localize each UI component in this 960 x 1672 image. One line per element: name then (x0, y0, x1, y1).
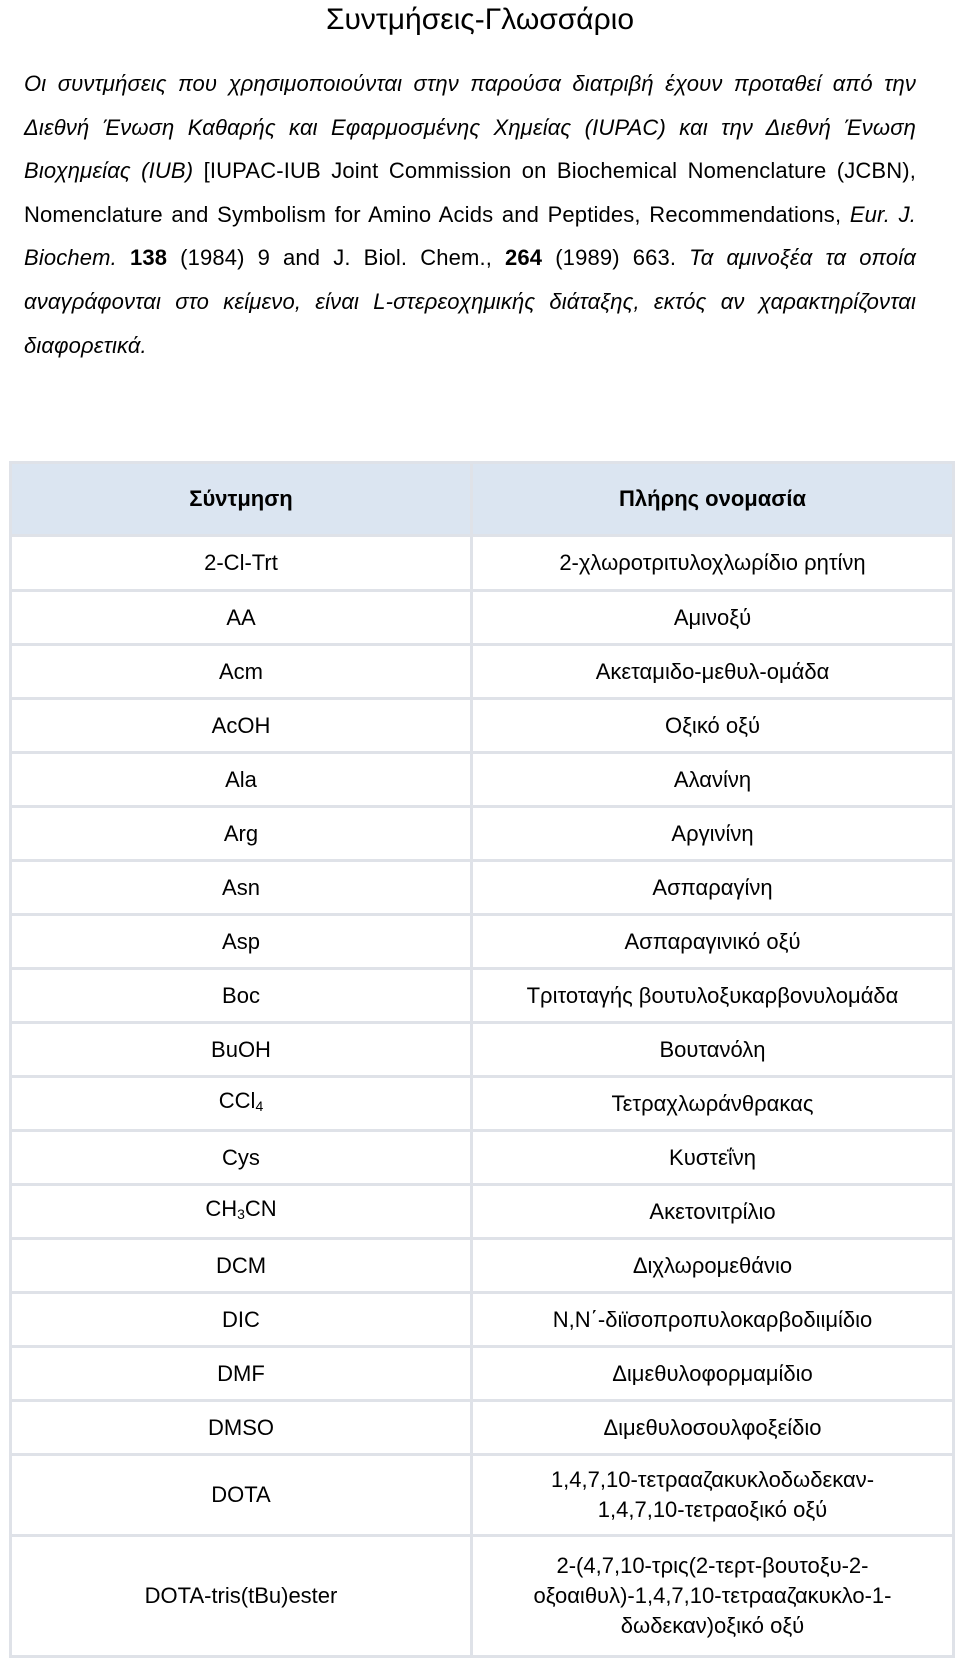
name-line: 2-(4,7,10-τρις(2-τερτ-βουτοξυ-2- (556, 1553, 869, 1578)
abbr-text: CCl (218, 1088, 256, 1113)
table-row (11, 1536, 954, 1657)
abbr-cell: AA (11, 591, 472, 645)
abbr-cell: Boc (11, 969, 472, 1023)
name-cell: Τετραχλωράνθρακας (472, 1077, 954, 1131)
table-row (11, 1401, 954, 1455)
abbr-cell (11, 1185, 472, 1239)
table-row (11, 591, 954, 645)
name-cell: Ακεταμιδο-μεθυλ-ομάδα (472, 645, 954, 699)
table-row (11, 1455, 954, 1536)
name-cell: Τριτοταγής βουτυλοξυκαρβονυλομάδα (472, 969, 954, 1023)
name-cell: Αλανίνη (472, 753, 954, 807)
abbr-cell: Asn (11, 861, 472, 915)
name-line: οξοαιθυλ)-1,4,7,10-τετρααζακυκλο-1- (533, 1583, 892, 1608)
glossary-table (9, 461, 955, 1658)
name-cell: Αργινίνη (472, 807, 954, 861)
name-cell: Διμεθυλοσουλφοξείδιο (472, 1401, 954, 1455)
page-title: Συντμήσεις-Γλωσσάριο (325, 3, 635, 36)
abbr-text: CH (205, 1196, 238, 1221)
table-row (11, 1131, 954, 1185)
name-cell: Διμεθυλοφορμαμίδιο (472, 1347, 954, 1401)
name-cell: Ασπαραγίνη (472, 861, 954, 915)
name-cell: N,N΄-διϊσοπροπυλοκαρβοδιιμίδιο (472, 1293, 954, 1347)
citation-end: (1989) 663. (542, 245, 690, 271)
abbr-cell: Cys (11, 1131, 472, 1185)
header-abbreviation: Σύντμηση (11, 463, 472, 536)
abbr-cell: DMSO (11, 1401, 472, 1455)
name-line: 1,4,7,10-τετρααζακυκλοδωδεκαν- (550, 1467, 875, 1492)
abbr-text: CN (244, 1196, 277, 1221)
abbr-cell: Arg (11, 807, 472, 861)
intro-paragraph (24, 62, 916, 367)
spacer-text (117, 245, 130, 270)
abbr-cell: Acm (11, 645, 472, 699)
intro-sentence-1: Οι συντμήσεις που χρησιμοποιούνται στην παρούσα διατριβή έχουν προταθεί από την Διεθνή Ένωση Καθαρής και Εφαρμοσμένης Χημείας (IUPAC) και την Διεθνή Ένωση Βιοχημείας (IUB) (24, 71, 916, 184)
table-row (11, 969, 954, 1023)
abbr-cell: DMF (11, 1347, 472, 1401)
name-cell: Ακετονιτρίλιο (472, 1185, 954, 1239)
journal-name: Eur. J. Biochem. (24, 201, 916, 271)
table-header-row (11, 463, 954, 536)
name-line: 1,4,7,10-τετραοξικό οξύ (597, 1497, 828, 1522)
name-cell: 2-χλωροτριτυλοχλωρίδιο ρητίνη (472, 536, 954, 591)
volume-2: 264 (505, 245, 543, 271)
citation-part: (1984) 9 and J. Biol. Chem., (167, 245, 506, 271)
abbr-cell: BuOH (11, 1023, 472, 1077)
table-row (11, 645, 954, 699)
name-cell: Αμινοξύ (472, 591, 954, 645)
intro-sentence-2: Τα αμινοξέα τα οποία αναγράφονται στο κείμενο, είναι L-στερεοχημικής διάταξης, εκτός αν χαρακτηρίζονται διαφορετικά. (24, 245, 917, 358)
abbr-cell (11, 1077, 472, 1131)
table-row (11, 753, 954, 807)
table-row (11, 1185, 954, 1239)
abbr-cell: Asp (11, 915, 472, 969)
abbr-cell: DCM (11, 1239, 472, 1293)
intro-citation: [IUPAC-IUB Joint Commission on Biochemical Nomenclature (JCBN), Nomenclature and Symbolism for Amino Acids and Peptides, Recommendations, (24, 158, 916, 227)
table-row (11, 1023, 954, 1077)
volume-1: 138 (129, 245, 168, 271)
abbr-subscript: 4 (255, 1098, 264, 1114)
table-row (11, 1077, 954, 1131)
table-row (11, 1239, 954, 1293)
table-row (11, 536, 954, 591)
abbr-subscript: 3 (237, 1206, 245, 1222)
abbr-cell: DIC (11, 1293, 472, 1347)
table-row (11, 915, 954, 969)
name-cell: Οξικό οξύ (472, 699, 954, 753)
abbr-cell: 2-Cl-Trt (11, 536, 472, 591)
table-row (11, 807, 954, 861)
name-cell: Κυστεΐνη (472, 1131, 954, 1185)
abbr-cell: AcOH (11, 699, 472, 753)
table-row (11, 1347, 954, 1401)
abbr-cell: DOTA (11, 1455, 472, 1536)
name-cell: Ασπαραγινικό οξύ (472, 915, 954, 969)
header-full-name: Πλήρης ονομασία (472, 463, 954, 536)
name-cell: Διχλωρομεθάνιο (472, 1239, 954, 1293)
name-line: δωδεκαν)οξικό οξύ (620, 1613, 805, 1638)
name-cell (472, 1536, 954, 1657)
abbr-cell: Ala (11, 753, 472, 807)
table-row (11, 699, 954, 753)
table-row (11, 861, 954, 915)
abbr-cell: DOTA-tris(tBu)ester (11, 1536, 472, 1657)
table-row (11, 1293, 954, 1347)
name-cell: Βουτανόλη (472, 1023, 954, 1077)
name-cell (472, 1455, 954, 1536)
